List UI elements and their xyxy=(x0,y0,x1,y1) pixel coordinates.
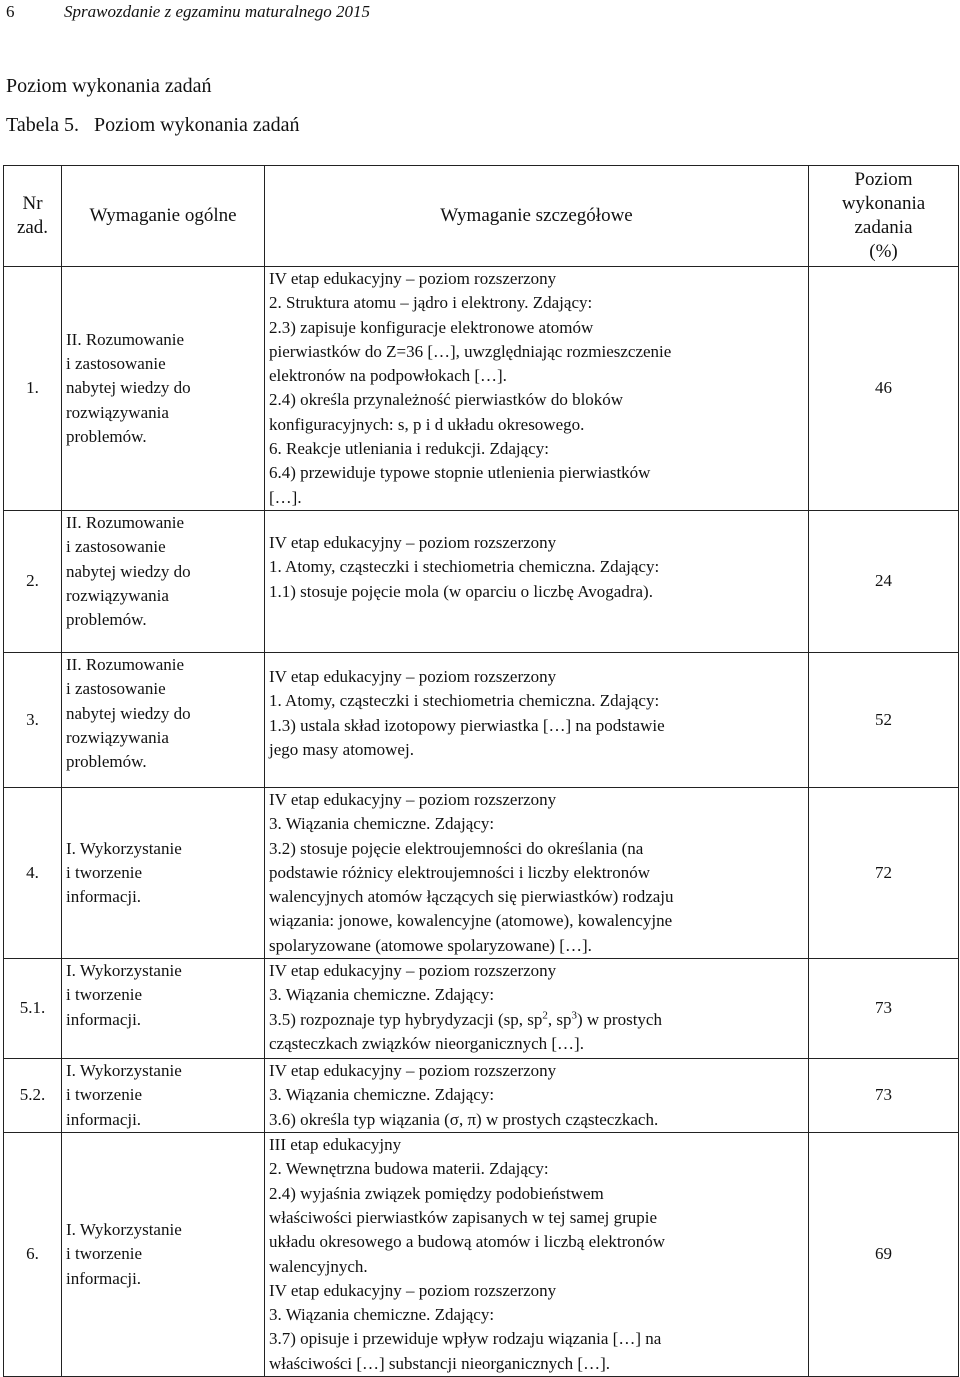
table-row xyxy=(4,1133,959,1377)
general-requirement: I. Wykorzystanie i tworzenie informacji. xyxy=(62,787,265,958)
table-row xyxy=(4,1059,959,1133)
performance-percent: 46 xyxy=(809,267,959,511)
performance-percent: 73 xyxy=(809,959,959,1059)
general-requirement: II. Rozumowanie i zastosowanie nabytej wiedzy do rozwiązywania problemów. xyxy=(62,267,265,511)
task-number: 3. xyxy=(4,652,62,787)
general-requirement: II. Rozumowanie i zastosowanie nabytej wiedzy do rozwiązywania problemów. xyxy=(62,510,265,652)
hybridization-line: 3.5) rozpoznaje typ hybrydyzacji (sp, $sp^2$, $sp^3$) w prostych xyxy=(269,1008,662,1029)
requirements-table xyxy=(3,165,959,1377)
detailed-requirement: IV etap edukacyjny – poziom rozszerzony 1. Atomy, cząsteczki i stechiometria chemiczna. Zdający: 1.1) stosuje pojęcie mola (w oparciu o liczbę Avogadra). xyxy=(265,510,809,652)
table-row xyxy=(4,787,959,958)
table-row xyxy=(4,959,959,1059)
task-number: 5.2. xyxy=(4,1059,62,1133)
detailed-requirement: IV etap edukacyjny – poziom rozszerzony 2. Struktura atomu – jądro i elektrony. Zdający: 2.3) zapisuje konfiguracje elektronowe atomów pierwiastków do Z=36 […], uwzględniając rozmieszczenie elektronów na podpowłokach […]. 2.4) określa przynależność pierwiastków do bloków konfiguracyjnych: s, p i d układu okresowego. 6. Reakcje utleniania i redukcji. Zdający: 6.4) przewiduje typowe stopnie utlenienia pierwiastków […]. xyxy=(265,267,809,511)
header-performance-level: Poziom wykonania zadania (%) xyxy=(809,166,959,267)
performance-percent: 24 xyxy=(809,510,959,652)
detailed-requirement: IV etap edukacyjny – poziom rozszerzony 3. Wiązania chemiczne. Zdający: 3.6) określa typ wiązania (σ, π) w prostych cząsteczkach. xyxy=(265,1059,809,1133)
task-number: 4. xyxy=(4,787,62,958)
general-requirement: I. Wykorzystanie i tworzenie informacji. xyxy=(62,959,265,1059)
performance-percent: 73 xyxy=(809,1059,959,1133)
performance-percent: 69 xyxy=(809,1133,959,1377)
running-title: Sprawozdanie z egzaminu maturalnego 2015 xyxy=(64,2,370,21)
table-header-row xyxy=(4,166,959,267)
task-number: 2. xyxy=(4,510,62,652)
table-caption: Tabela 5. Poziom wykonania zadań xyxy=(6,114,300,136)
page-number: 6 xyxy=(6,2,15,21)
general-requirement: I. Wykorzystanie i tworzenie informacji. xyxy=(62,1059,265,1133)
detailed-requirement: IV etap edukacyjny – poziom rozszerzony 1. Atomy, cząsteczki i stechiometria chemiczna. Zdający: 1.3) ustala skład izotopowy pierwiastka […] na podstawie jego masy atomowej. xyxy=(265,652,809,787)
task-number: 1. xyxy=(4,267,62,511)
general-requirement: II. Rozumowanie i zastosowanie nabytej wiedzy do rozwiązywania problemów. xyxy=(62,652,265,787)
table-row xyxy=(4,652,959,787)
header-detailed-requirement: Wymaganie szczegółowe xyxy=(265,166,809,267)
section-title: Poziom wykonania zadań xyxy=(6,75,212,97)
task-number: 6. xyxy=(4,1133,62,1377)
performance-percent: 72 xyxy=(809,787,959,958)
header-nr: Nr zad. xyxy=(4,166,62,267)
detailed-requirement: IV etap edukacyjny – poziom rozszerzony 3. Wiązania chemiczne. Zdający: 3.5) rozpoznaje typ hybrydyzacji (sp, $sp^2$, $sp^3$) w prostych cząsteczkach związków nieorganicznych […]. xyxy=(265,959,809,1059)
table-row xyxy=(4,267,959,511)
performance-percent: 52 xyxy=(809,652,959,787)
general-requirement: I. Wykorzystanie i tworzenie informacji. xyxy=(62,1133,265,1377)
detailed-requirement: IV etap edukacyjny – poziom rozszerzony 3. Wiązania chemiczne. Zdający: 3.2) stosuje pojęcie elektroujemności do określania (na podstawie różnicy elektroujemności i liczby elektronów walencyjnych atomów łączących się pierwiastków) rodzaju wiązania: jonowe, kowalencyjne (atomowe), kowalencyjne spolaryzowane (atomowe spolaryzowane) […]. xyxy=(265,787,809,958)
detailed-requirement: III etap edukacyjny 2. Wewnętrzna budowa materii. Zdający: 2.4) wyjaśnia związek pomiędzy podobieństwem właściwości pierwiastków zapisanych w tej samej grupie układu okresowego a budową atomów i liczbą elektronów walencyjnych. IV etap edukacyjny – poziom rozszerzony 3. Wiązania chemiczne. Zdający: 3.7) opisuje i przewiduje wpływ rodzaju wiązania […] na właściwości […] substancji nieorganicznych […]. xyxy=(265,1133,809,1377)
table-row xyxy=(4,510,959,652)
page-header xyxy=(6,0,370,24)
task-number: 5.1. xyxy=(4,959,62,1059)
header-general-requirement: Wymaganie ogólne xyxy=(62,166,265,267)
